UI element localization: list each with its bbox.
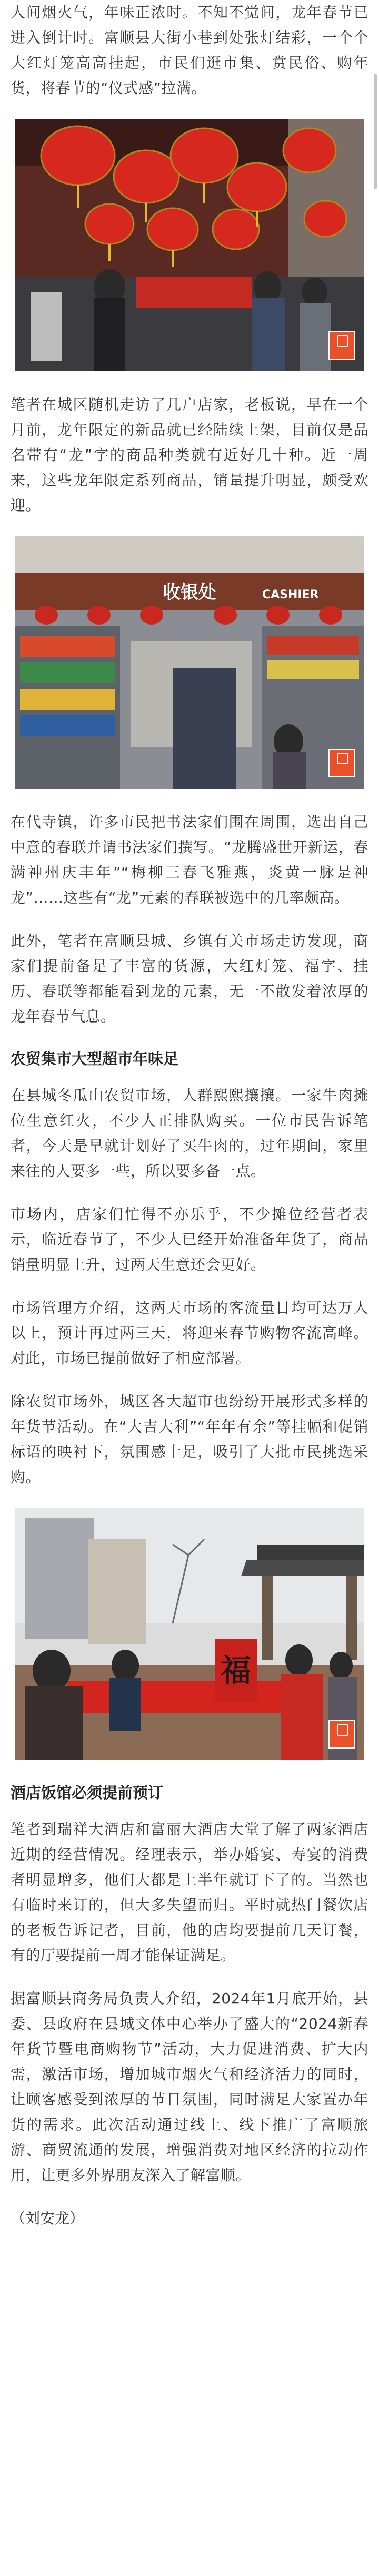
supermarket-cashier-photo[interactable]	[15, 536, 364, 789]
paragraph-intro: 人间烟火气，年味正浓时。不知不觉间，龙年春节已进入倒计时。富顺县大街小巷到处张灯结彩，一个个大红灯笼高高挂起，市民们逛市集、赏民俗、购年货，将春节的“仪式感”拉满。	[11, 4, 368, 97]
paragraph-supermarkets: 除农贸市场外，城区各大超市也纷纷开展形式多样的年货节活动。在“大吉大利”“年年有余”等挂幅和促销标语的映衬下，氛围感十足，吸引了大批市民挑选采购。	[11, 1393, 368, 1486]
cashier-sign-text: 收银处	[163, 582, 216, 603]
paragraph-commerce-bureau: 据富顺县商务局负责人介绍，2024年1月底开始，县委、县政府在县城文体中心举办了盛大的“2024新春年货节暨电商购物节”活动，大力促进消费、扩大内需，激活市场，增加城市烟火气和经济活力的同时，让顾客感受到浓厚的节日氛围，同时满足大家置办年货的需求。此次活动通过线上、线下推广了富顺旅游、商贸流通的发展，增强消费对地区经济的拉动作用，让更多外界朋友深入了解富顺。	[11, 1990, 368, 2184]
red-lanterns-market-photo[interactable]	[15, 119, 364, 371]
sccn-watermark-logo	[328, 749, 355, 777]
paragraph-vendors: 市场内，店家们忙得不亦乐乎，不少摊位经营者表示，临近春节了，不少人已经开始准备年货了，商品销量明显上升，过两天生意还会更好。	[11, 1205, 368, 1273]
author-byline: （刘安龙）	[11, 2210, 85, 2227]
paragraph-market-management: 市场管理方介绍，这两天市场的客流量日均可达万人以上，预计再过两三天，将迎来春节购物客流高峰。对此，市场已提前做好了相应部署。	[11, 1299, 368, 1367]
subheading-restaurants: 酒店饭馆必须提前预订	[11, 1784, 164, 1802]
cashier-sign-english: CASHIER	[262, 588, 319, 601]
supermarket-illustration	[15, 536, 364, 789]
paragraph-calligraphy: 在代寺镇，许多市民把书法家们围在周围，选出自己中意的春联并请书法家们撰写。“龙腾盛世开新运，春满神州庆丰年”“梅柳三春飞雅燕，炎黄一脉是神龙”……这些有“龙”元素的春联被选中的几率颇高。	[11, 813, 368, 906]
calligraphy-illustration	[15, 1508, 364, 1760]
sccn-watermark-logo	[328, 331, 355, 360]
paragraph-hotels: 笔者到瑞祥大酒店和富丽大酒店大堂了解了两家酒店近期的经营情况。经理表示，举办婚宴、寿宴的消费者明显增多，他们大都是上半年就订下了的。当然也有临时来订的，但大多失望而归。平时就热门餐饮店的老板告诉记者，目前，他的店均要提前几天订餐，有的厅要提前一周才能保证满足。	[11, 1821, 368, 1964]
scrollbar-thumb[interactable]	[374, 74, 377, 189]
svg-text:福: 福	[220, 1653, 252, 1689]
paragraph-shop-visit: 笔者在城区随机走访了几户店家，老板说，早在一个月前，龙年限定的新品就已经陆续上架，目前仅是品名带有“龙”字的商品种类就有近好几十种。近一周来，这些龙年限定系列商品，销量提升明显，颇受欢迎。	[11, 396, 368, 514]
calligraphy-couplets-photo[interactable]	[15, 1508, 364, 1760]
subheading-markets: 农贸集市大型超市年味足	[11, 1050, 179, 1068]
paragraph-market-goods: 此外，笔者在富顺县城、乡镇有关市场走访发现，商家们提前备足了丰富的货源，大红灯笼、福字、挂历、春联等都能看到龙的元素，无一不散发着浓厚的龙年春节气息。	[11, 932, 368, 1025]
lanterns-illustration	[15, 119, 364, 371]
article-body	[11, 0, 368, 2231]
paragraph-farmers-market: 在县城冬瓜山农贸市场，人群熙熙攘攘。一家牛肉摊位生意红火，不少人正排队购买。一位市民告诉笔者，今天是早就计划好了买牛肉的，过年期间，家里来往的人要多一些，所以要多备一点。	[11, 1087, 368, 1180]
sccn-watermark-logo	[328, 1720, 355, 1749]
